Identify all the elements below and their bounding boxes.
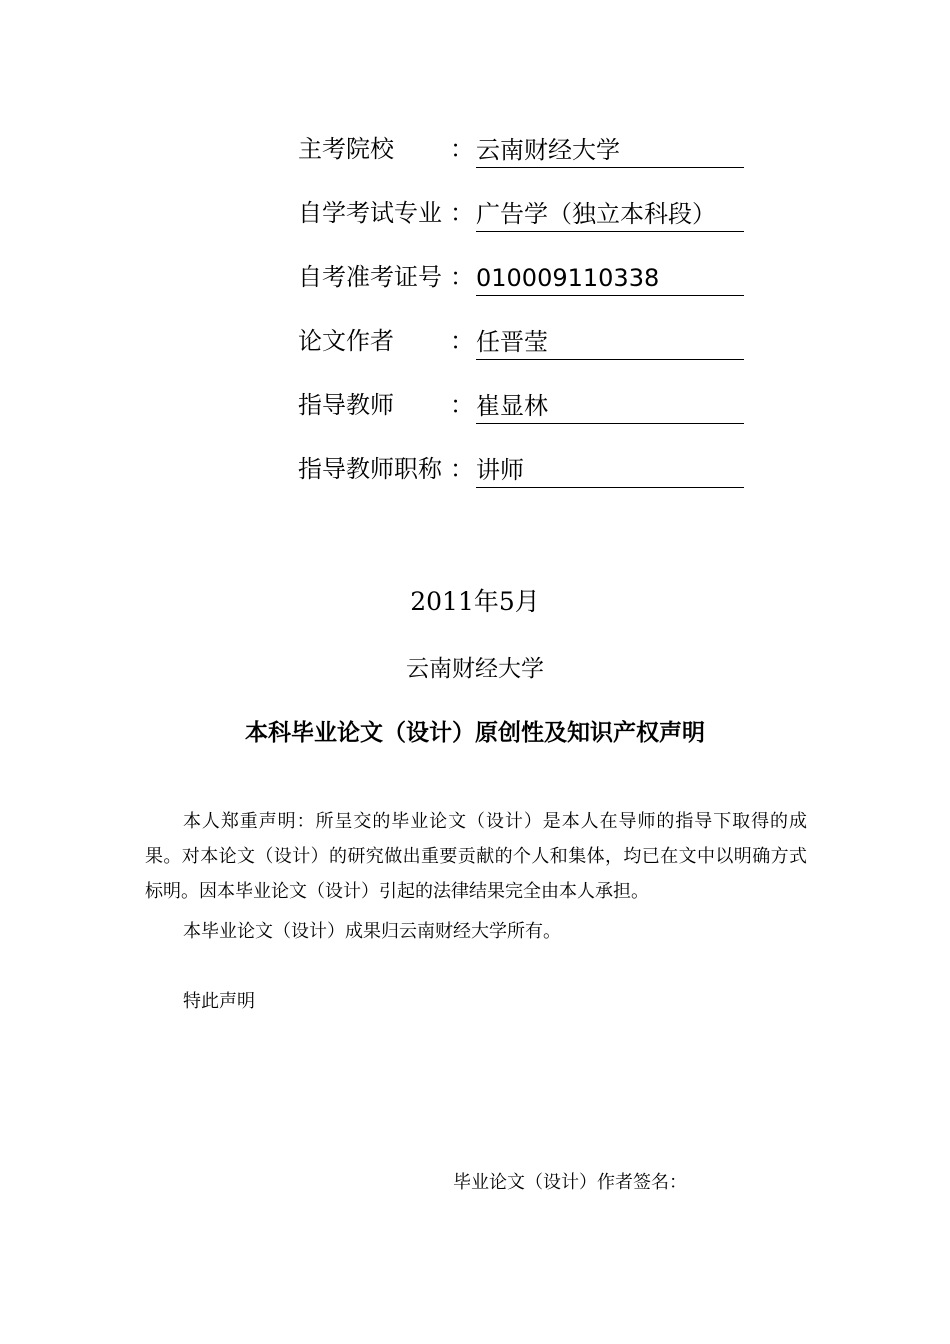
info-row-advisor: [298, 388, 744, 424]
school-value: 云南财经大学: [476, 135, 744, 168]
exam-id-value: 010009110338: [476, 263, 744, 296]
colon: ：: [450, 391, 474, 419]
university-name: 云南财经大学: [406, 656, 544, 682]
colon: ：: [450, 327, 474, 355]
author-label: 论文作者: [298, 327, 394, 355]
exam-id-label: 自考准考证号: [298, 263, 442, 291]
advisor-label: 指导教师: [298, 391, 394, 419]
colon: ：: [450, 263, 474, 291]
author-value: 任晋莹: [476, 327, 744, 360]
ownership-paragraph: 本毕业论文（设计）成果归云南财经大学所有。: [183, 921, 561, 942]
major-value: 广告学（独立本科段）: [476, 199, 744, 232]
declaration-paragraph: 本人郑重声明：所呈交的毕业论文（设计）是本人在导师的指导下取得的成果。对本论文（设计）的研究做出重要贡献的个人和集体，均已在文中以明确方式标明。因本毕业论文（设计）引起的法律结果完全由本人承担。: [145, 811, 807, 902]
colon: ：: [450, 455, 474, 483]
declaration-title: 本科毕业论文（设计）原创性及知识产权声明: [245, 720, 705, 746]
major-label: 自学考试专业: [298, 199, 442, 227]
info-row-school: [298, 132, 744, 168]
advisor-title-value: 讲师: [476, 455, 744, 488]
advisor-title-label: 指导教师职称: [298, 455, 442, 483]
info-row-major: [298, 196, 744, 232]
school-label: 主考院校: [298, 135, 394, 163]
advisor-value: 崔显林: [476, 391, 744, 424]
colon: ：: [450, 199, 474, 227]
info-row-advisor-title: [298, 452, 744, 488]
info-row-author: [298, 324, 744, 360]
signature-label: 毕业论文（设计）作者签名：: [453, 1172, 687, 1193]
info-row-exam-id: [298, 260, 744, 296]
colon: ：: [450, 135, 474, 163]
closing-statement: 特此声明: [183, 991, 255, 1012]
submission-date: 2011年5月: [410, 587, 540, 616]
